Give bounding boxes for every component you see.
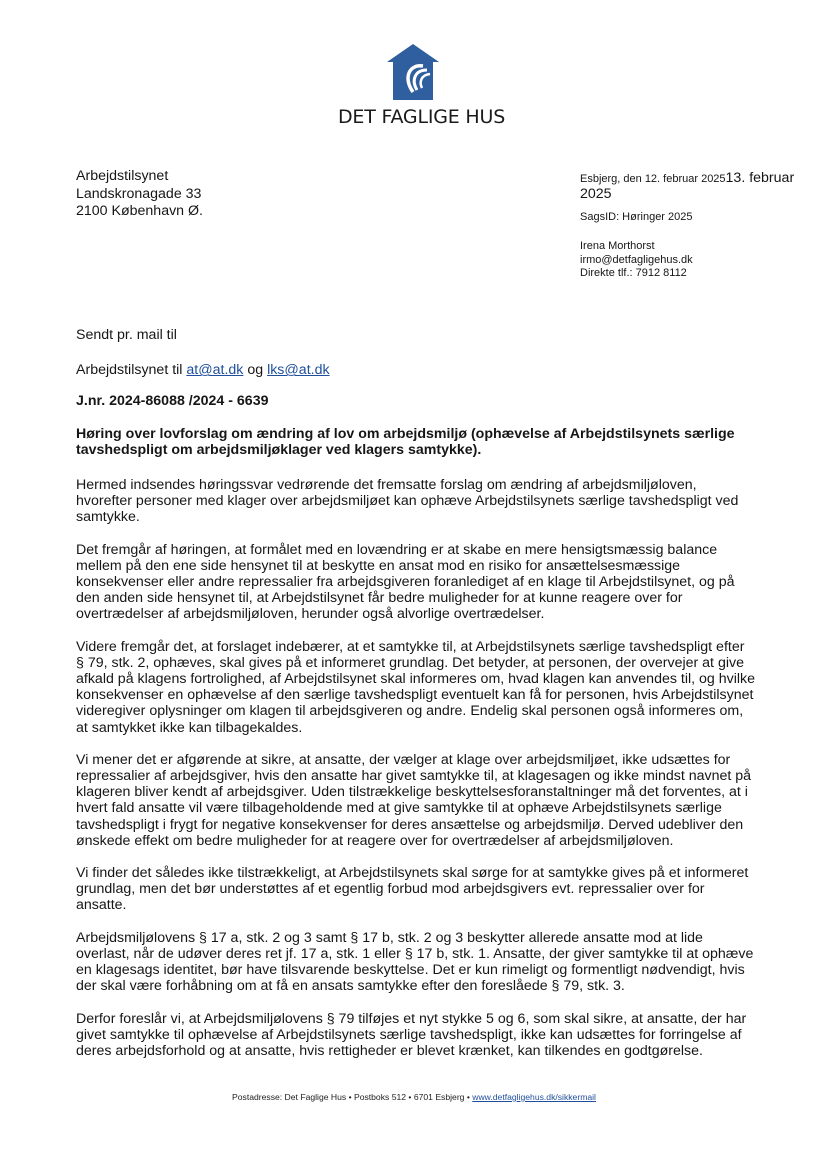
date-small: Esbjerg, den 12. februar 2025 <box>580 173 726 185</box>
date-large: 13. februar <box>725 170 795 186</box>
contact-email: irmo@detfagligehus.dk <box>580 253 693 266</box>
paragraph: Derfor foreslår vi, at Arbejdsmiljølovens § 79 tilføjes et nyt stykke 5 og 6, som skal sikre, at ansatte, der har givet samtykke til ophævelse af Arbejdstilsynets særlige tavshedspligt, ikke kan udsættes for forringelse af deres arbejdsforhold og at ansatte, hvis rettigheder er blevet krænket, kan tilkendes en godtgørelse. <box>76 1010 747 1059</box>
contact-phone: Direkte tlf.: 7912 8112 <box>580 267 687 280</box>
recipient-name: Arbejdstilsynet <box>76 168 169 184</box>
paragraph: Hermed indsendes høringssvar vedrørende det fremsatte forslag om ændring af arbejdsmiljøloven, hvorefter personer med klager over arbejdsmiljøet kan ophæve Arbejdstilsynets særlige tavshedspligt ved samtykke. <box>76 477 739 526</box>
letter-body <box>76 327 756 1075</box>
case-id: SagsID: Høringer 2025 <box>580 210 693 223</box>
email-link-lks[interactable]: lks@at.dk <box>267 362 330 379</box>
logo <box>338 42 506 128</box>
sent-line: Sendt pr. mail til <box>76 327 177 343</box>
footer-link[interactable]: www.detfagligehus.dk/sikkermail <box>472 1092 596 1102</box>
logo-text: DET FAGLIGE HUS <box>338 106 506 128</box>
paragraph: Arbejdsmiljølovens § 17 a, stk. 2 og 3 samt § 17 b, stk. 2 og 3 beskytter allerede ansatte mod at lide overlast, når de udøver deres ret jf. 17 a, stk. 1 eller § 17 b, stk. 1. Ansatte, der giver samtykke til at ophæve en klagesags identitet, bør have tilsvarende beskyttelse. Det er kun rimeligt og formentligt nødvendigt, hvis der skal være forhåbning om at få en ansats samtykke efter den foreslåede § 79, stk. 3. <box>76 929 754 995</box>
recipient-address <box>76 168 203 221</box>
recipient-street: Landskronagade 33 <box>76 185 202 202</box>
footer <box>0 1092 828 1102</box>
paragraph: Vi finder det således ikke tilstrækkeligt, at Arbejdstilsynets skal sørge for at samtykke gives på et informeret grundlag, men det bør understøttes af et egentlig forbud mod arbejdsgivers evt. repressalier over for ansatte. <box>76 865 749 914</box>
emails-mid: og <box>243 362 268 379</box>
date-year: 2025 <box>580 185 612 202</box>
house-logo-icon <box>383 42 443 102</box>
paragraph: Vi mener det er afgørende at sikre, at ansatte, der vælger at klage over arbejdsmiljøet, ikke udsættes for repressalier af arbejdsgiver, hvis den ansatte har givet samtykke til, at klagesagen og ikke mindst navnet på klageren bliver kendt af arbejdsgiver. Uden tilstrækkelige beskyttelsesforanstaltninger må det forventes, at i hvert fald ansatte vil være tilbageholdende med at give samtykke til at ophæve Arbejdstilsynets særlige tavshedspligt i frygt for negative konsekvenser for deres ansættelse og arbejdsmiljø. Derved udebliver den ønskede effekt om bedre muligheder for at reagere over for overtrædelser af arbejdsmiljøloven. <box>76 751 752 849</box>
paragraph: Det fremgår af høringen, at formålet med en lovændring er at skabe en mere hensigtsmæssig balance mellem på den ene side hensynet til at beskytte en ansat mod en risiko for ansættelsesmæssige konsekvenser eller andre repressalier fra arbejdsgiveren foranlediget af en klage til Arbejdstilsynet, og på den anden side hensynet til, at Arbejdstilsynet får bedre muligheder for at kunne reagere over for overtrædelser af arbejdsmiljøloven, herunder også alvorlige overtrædelser. <box>76 541 735 623</box>
journal-number: J.nr. 2024-86088 /2024 - 6639 <box>76 393 269 410</box>
letter-date <box>580 172 810 187</box>
letter-subject: Høring over lovforslag om ændring af lov om arbejdsmiljø (ophævelse af Arbejdstilsynets særlige tavshedspligt om arbejdsmiljøklager ved klagers samtykke). <box>76 425 735 458</box>
contact-name: Irena Morthorst <box>580 240 655 253</box>
footer-address: Postadresse: Det Faglige Hus • Postboks 512 • 6701 Esbjerg • <box>232 1092 473 1102</box>
email-link-at[interactable]: at@at.dk <box>186 362 244 379</box>
emails-prefix: Arbejdstilsynet til <box>76 362 187 379</box>
letter-meta <box>580 172 810 281</box>
recipient-city: 2100 København Ø. <box>76 203 203 220</box>
paragraph: Videre fremgår det, at forslaget indebærer, at et samtykke til, at Arbejdstilsynets særlige tavshedspligt efter § 79, stk. 2, ophæves, skal gives på et informeret grundlag. Det betyder, at personen, der overvejer at give afkald på klagens fortrolighed, af Arbejdstilsynet skal informeres om, hvad klagen kan anvendes til, og hvilke konsekvenser en ophævelse af den særlige tavshedspligt eventuelt kan få for personen, hvis Arbejdstilsynet videregiver oplysninger om klagen til arbejdsgiveren og andre. Endelig skal personen også informeres om, at samtykket ikke kan tilbagekaldes. <box>76 638 756 736</box>
email-recipients <box>76 362 756 378</box>
